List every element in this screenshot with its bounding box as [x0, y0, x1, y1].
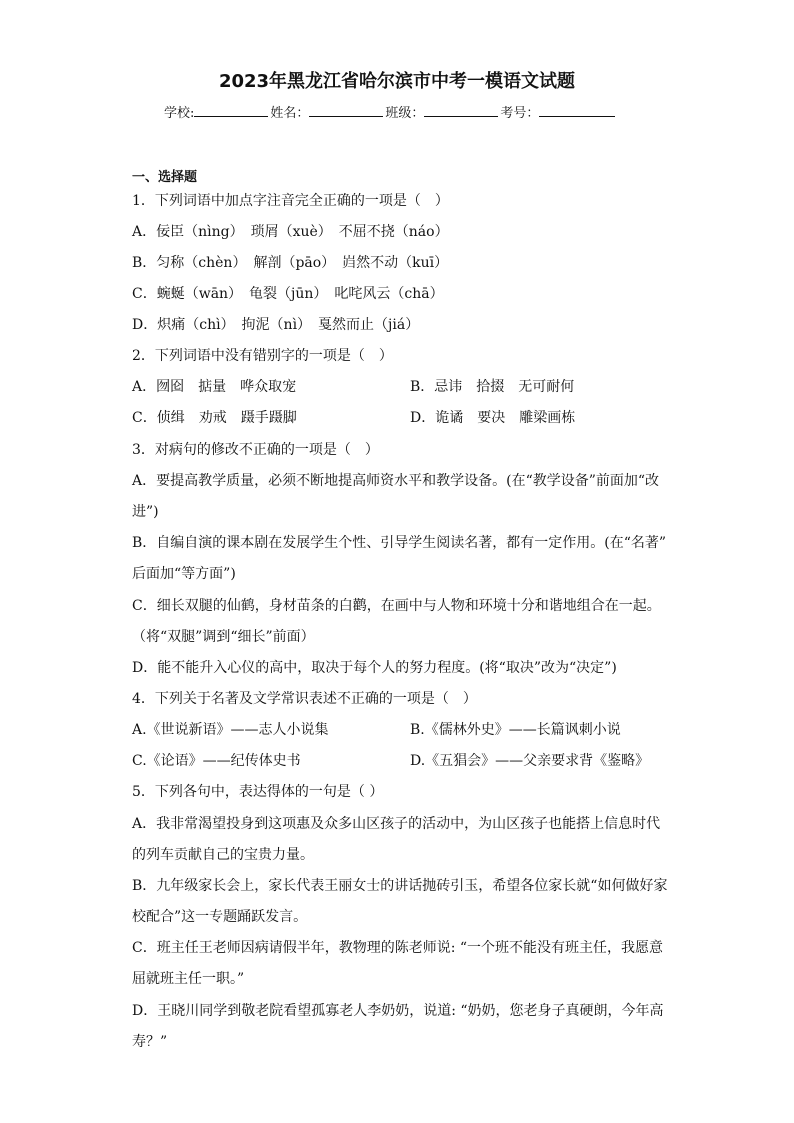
question-1-option-d: D．炽痛（chì） 拘泥（nì） 戛然而止（jiá） — [132, 317, 420, 333]
question-4-stem: 4．下列关于名著及文学常识表述不正确的一项是（ ） — [132, 691, 477, 707]
question-3-option-d: D．能不能升入心仪的高中，取决于每个人的努力程度。(将“取决”改为“决定”) — [132, 660, 617, 676]
question-3-stem: 3．对病句的修改不正确的一项是（ ） — [132, 442, 379, 458]
question-4-option-c: C.《论语》——纪传体史书 — [132, 753, 301, 769]
question-5-option-a-line2: 的列车贡献自己的宝贵力量。 — [132, 847, 314, 863]
question-4-option-b: B.《儒林外史》——长篇讽刺小说 — [410, 722, 621, 738]
question-5-option-d-line1: D．王晓川同学到敬老院看望孤寡老人李奶奶，说道: “奶奶，您老身子真硬朗，今年高 — [132, 1003, 664, 1019]
exam-no-field[interactable] — [539, 103, 615, 117]
question-2-option-d: D．诡谲 要决 雕梁画栋 — [410, 410, 576, 426]
question-2-stem: 2．下列词语中没有错别字的一项是（ ） — [132, 348, 393, 364]
question-2-option-c: C．侦缉 劝戒 蹑手蹑脚 — [132, 410, 297, 426]
school-label: 学校: — [164, 106, 195, 121]
question-3-option-b-line1: B．自编自演的课本剧在发展学生个性、引导学生阅读名著，都有一定作用。(在“名著” — [132, 535, 667, 551]
class-field[interactable] — [424, 103, 498, 117]
question-1-option-c: C．蜿蜒（wān） 龟裂（jūn） 叱咤风云（chā） — [132, 286, 444, 302]
question-5-option-a-line1: A．我非常渴望投身到这项惠及众多山区孩子的活动中，为山区孩子也能搭上信息时代 — [132, 816, 661, 832]
student-info-row — [164, 103, 617, 123]
question-3-option-a-line2: 进”) — [132, 504, 159, 520]
question-1-stem: 1．下列词语中加点字注音完全正确的一项是（ ） — [132, 193, 449, 209]
question-4-option-a: A.《世说新语》——志人小说集 — [132, 722, 329, 738]
question-3-option-b-line2: 后面加“等方面”) — [132, 566, 236, 582]
question-1-option-a: A．佞臣（nìng） 琐屑（xuè） 不屈不挠（náo） — [132, 224, 449, 240]
name-label: 姓名： — [270, 106, 310, 121]
question-5-option-d-line2: 寿？” — [132, 1034, 168, 1050]
question-2-option-b: B．忌讳 拾掇 无可耐何 — [410, 379, 575, 395]
question-1-option-b: B．匀称（chèn） 解剖（pāo） 岿然不动（kuī） — [132, 255, 449, 271]
school-field[interactable] — [194, 103, 268, 117]
name-field[interactable] — [309, 103, 383, 117]
exam-no-label: 考号： — [500, 106, 540, 121]
question-5-option-c-line2: 屈就班主任一职。” — [132, 971, 245, 987]
question-3-option-c-line2: （将“双腿”调到“细长”前面） — [132, 629, 315, 645]
question-5-stem: 5．下列各句中，表达得体的一句是（ ） — [132, 784, 384, 800]
question-5-option-b-line2: 校配合”这一专题踊跃发言。 — [132, 909, 308, 925]
question-5-option-b-line1: B．九年级家长会上，家长代表王丽女士的讲话抛砖引玉，希望各位家长就“如何做好家 — [132, 878, 668, 894]
page-title: 2023年黑龙江省哈尔滨市中考一模语文试题 — [218, 71, 576, 92]
question-4-option-d: D.《五猖会》——父亲要求背《鉴略》 — [410, 753, 650, 769]
question-2-option-a: A．囫囵 掂量 哗众取宠 — [132, 379, 297, 395]
question-5-option-c-line1: C．班主任王老师因病请假半年，教物理的陈老师说: “一个班不能没有班主任，我愿意 — [132, 940, 664, 956]
class-label: 班级： — [385, 106, 425, 121]
section-heading: 一、选择题 — [132, 170, 198, 185]
question-3-option-c-line1: C．细长双腿的仙鹤，身材苗条的白鹳，在画中与人物和环境十分和谐地组合在一起。 — [132, 598, 661, 614]
question-3-option-a-line1: A．要提高教学质量，必须不断地提高师资水平和教学设备。(在“教学设备”前面加“改 — [132, 473, 660, 489]
